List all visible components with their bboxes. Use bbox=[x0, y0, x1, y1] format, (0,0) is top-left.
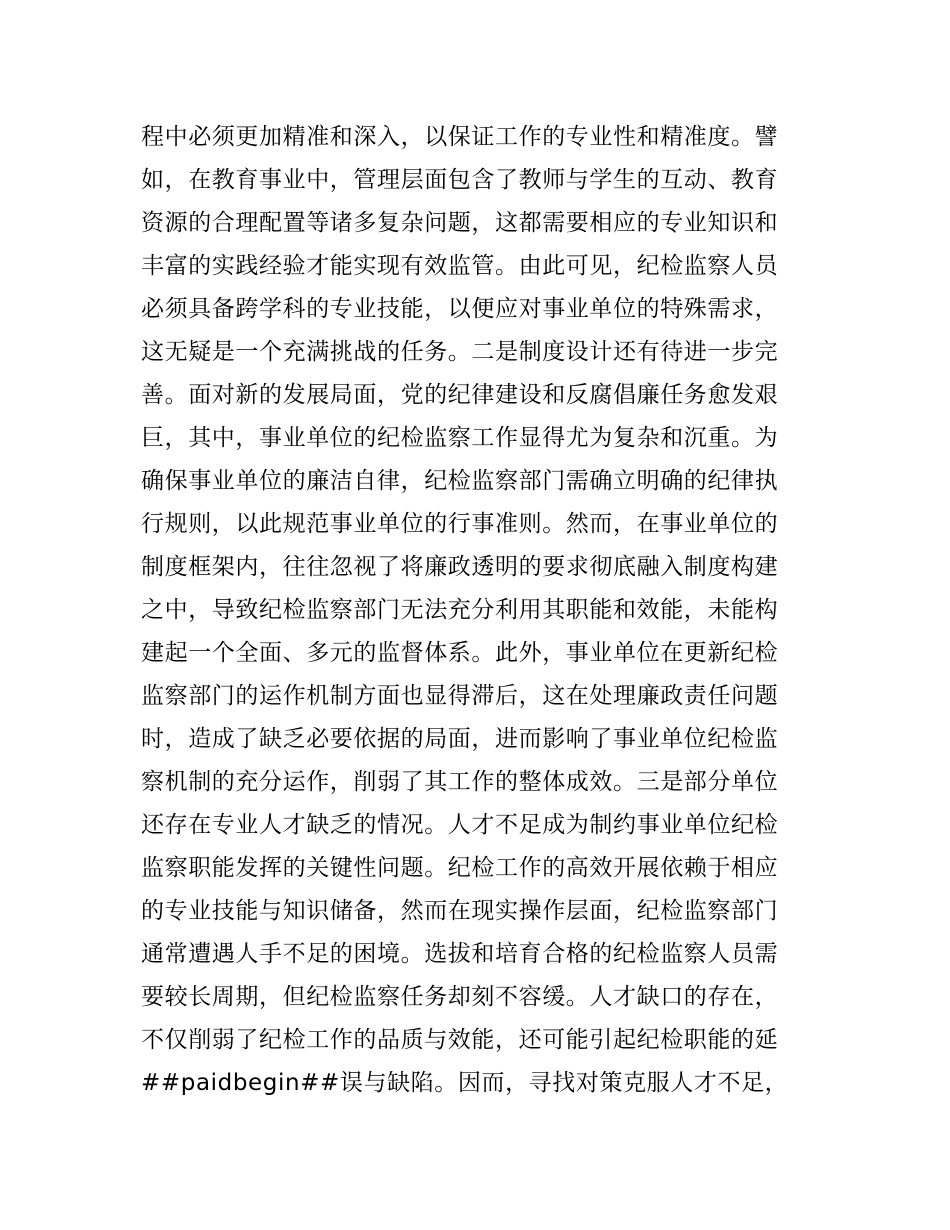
text-line: 制度框架内，往往忽视了将廉政透明的要求彻底融入制度构建 bbox=[141, 554, 779, 580]
text-line: 如，在教育事业中，管理层面包含了教师与学生的互动、教育 bbox=[141, 167, 779, 193]
body-text bbox=[141, 116, 831, 1105]
text-line: 通常遭遇人手不足的困境。选拔和培育合格的纪检监察人员需 bbox=[141, 941, 779, 967]
text-line: 的专业技能与知识储备，然而在现实操作层面，纪检监察部门 bbox=[141, 898, 779, 924]
text-line: 程中必须更加精准和深入，以保证工作的专业性和精准度。譬 bbox=[141, 124, 779, 150]
text-line: 丰富的实践经验才能实现有效监管。由此可见，纪检监察人员 bbox=[141, 253, 779, 279]
text-line: 这无疑是一个充满挑战的任务。二是制度设计还有待进一步完 bbox=[141, 339, 779, 365]
text-line: ##paidbegin##误与缺陷。因而，寻找对策克服人才不足， bbox=[141, 1070, 789, 1096]
text-line: 监察部门的运作机制方面也显得滞后，这在处理廉政责任问题 bbox=[141, 683, 779, 709]
text-line: 行规则，以此规范事业单位的行事准则。然而，在事业单位的 bbox=[141, 511, 779, 537]
text-line: 之中，导致纪检监察部门无法充分利用其职能和效能，未能构 bbox=[141, 597, 779, 623]
text-line: 确保事业单位的廉洁自律，纪检监察部门需确立明确的纪律执 bbox=[141, 468, 779, 494]
text-line: 时，造成了缺乏必要依据的局面，进而影响了事业单位纪检监 bbox=[141, 726, 779, 752]
text-line: 善。面对新的发展局面，党的纪律建设和反腐倡廉任务愈发艰 bbox=[141, 382, 779, 408]
text-line: 建起一个全面、多元的监督体系。此外，事业单位在更新纪检 bbox=[141, 640, 779, 666]
text-line: 监察职能发挥的关键性问题。纪检工作的高效开展依赖于相应 bbox=[141, 855, 779, 881]
text-line: 要较长周期，但纪检监察任务却刻不容缓。人才缺口的存在， bbox=[141, 984, 779, 1010]
text-line: 察机制的充分运作，削弱了其工作的整体成效。三是部分单位 bbox=[141, 769, 779, 795]
text-line: 必须具备跨学科的专业技能，以便应对事业单位的特殊需求， bbox=[141, 296, 779, 322]
text-line: 不仅削弱了纪检工作的品质与效能，还可能引起纪检职能的延 bbox=[141, 1027, 779, 1053]
text-line: 还存在专业人才缺乏的情况。人才不足成为制约事业单位纪检 bbox=[141, 812, 779, 838]
text-line: 资源的合理配置等诸多复杂问题，这都需要相应的专业知识和 bbox=[141, 210, 779, 236]
text-line: 巨，其中，事业单位的纪检监察工作显得尤为复杂和沉重。为 bbox=[141, 425, 779, 451]
